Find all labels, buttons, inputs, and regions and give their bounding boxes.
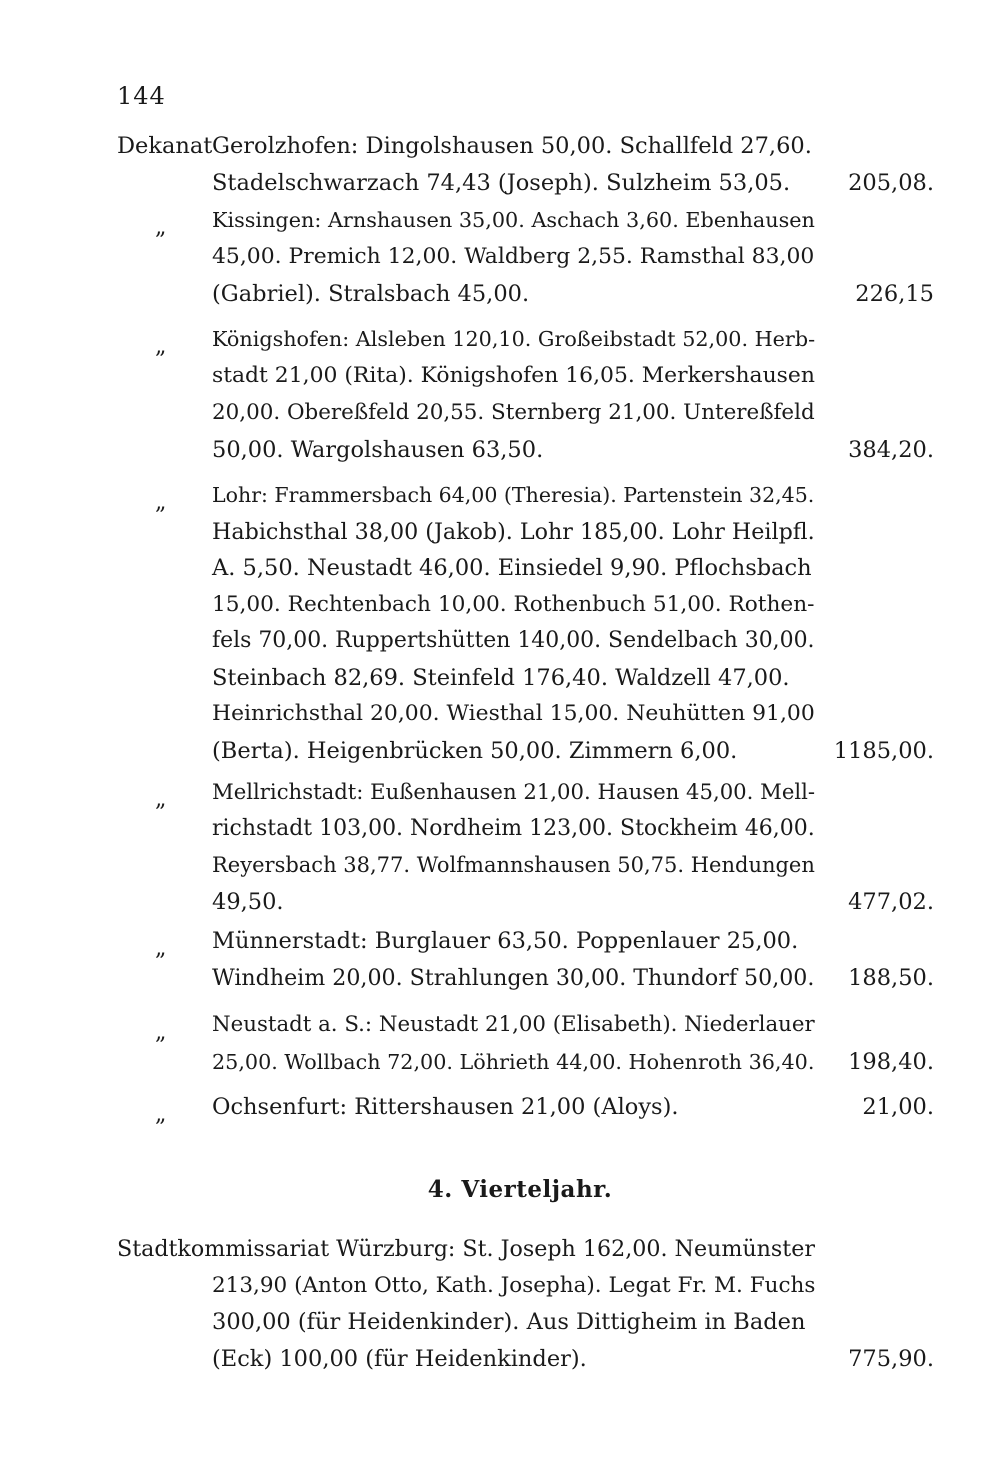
entry-line: 45,00. Premich 12,00. Waldberg 2,55. Ramsthal 83,00 [212,244,815,269]
dekanat-prefix: Dekanat [117,133,213,159]
entry-line: (Berta). Heigenbrücken 50,00. Zimmern 6,00. [212,738,738,764]
entry-line: 20,00. Obereßfeld 20,55. Sternberg 21,00. Untereßfeld [212,400,815,425]
entry-line: 25,00. Wollbach 72,00. Löhrieth 44,00. Hohenroth 36,40. [212,1050,815,1074]
entry-total: 384,20. [848,437,934,463]
entry-line: Reyersbach 38,77. Wolfmannshausen 50,75. Hendungen [212,853,815,877]
ditto-mark: „ [155,334,167,359]
entry-line: Neustadt a. S.: Neustadt 21,00 (Elisabeth). Niederlauer [212,1012,815,1037]
entry-total: 775,90. [848,1346,934,1372]
entry-total: 188,50. [848,965,934,991]
entry-line: Ochsenfurt: Rittershausen 21,00 (Aloys). [212,1094,679,1120]
entry-total: 205,08. [848,170,934,196]
entry-total: 21,00. [862,1094,934,1120]
entry-line: A. 5,50. Neustadt 46,00. Einsiedel 9,90. Pflochsbach [212,555,812,581]
ditto-mark: „ [155,490,167,515]
entry-line: Stadtkommissariat Würzburg: St. Joseph 162,00. Neumünster [117,1236,815,1262]
entry-line: stadt 21,00 (Rita). Königshofen 16,05. Merkershausen [212,363,815,388]
entry-line: Königshofen: Alsleben 120,10. Großeibstadt 52,00. Herb- [212,327,816,351]
ditto-mark: „ [155,215,167,240]
entry-line: Kissingen: Arnshausen 35,00. Aschach 3,60. Ebenhausen [212,208,815,232]
ditto-mark: „ [155,787,167,812]
entry-line: Heinrichsthal 20,00. Wiesthal 15,00. Neuhütten 91,00 [212,701,815,726]
entry-line: Windheim 20,00. Strahlungen 30,00. Thundorf 50,00. [212,965,815,991]
section-heading: 4. Vierteljahr. [427,1176,613,1203]
entry-total: 226,15 [855,281,934,307]
entry-line: (Eck) 100,00 (für Heidenkinder). [212,1346,587,1372]
entry-line: richstadt 103,00. Nordheim 123,00. Stockheim 46,00. [212,816,815,841]
page-number: 144 [117,82,166,110]
entry-line: 50,00. Wargolshausen 63,50. [212,437,544,463]
ditto-mark: „ [155,936,167,961]
entry-line: Stadelschwarzach 74,43 (Joseph). Sulzheim 53,05. [212,170,791,196]
entry-total: 1185,00. [833,738,934,764]
entry-line: 15,00. Rechtenbach 10,00. Rothenbuch 51,00. Rothen- [212,592,815,617]
entry-line: 49,50. [212,889,284,915]
entry-line: Habichsthal 38,00 (Jakob). Lohr 185,00. Lohr Heilpfl. [212,519,815,545]
entry-line: Steinbach 82,69. Steinfeld 176,40. Waldzell 47,00. [212,665,790,691]
entry-line: (Gabriel). Stralsbach 45,00. [212,281,530,307]
entry-line: 300,00 (für Heidenkinder). Aus Dittigheim in Baden [212,1309,806,1335]
entry-line: 213,90 (Anton Otto, Kath. Josepha). Legat Fr. M. Fuchs [212,1273,816,1298]
entry-line: Mellrichstadt: Eußenhausen 21,00. Hausen 45,00. Mell- [212,779,816,804]
entry-line: fels 70,00. Ruppertshütten 140,00. Sendelbach 30,00. [212,628,815,653]
entry-total: 477,02. [848,889,934,915]
entry-line: Münnerstadt: Burglauer 63,50. Poppenlauer 25,00. [212,928,799,954]
entry-line: Lohr: Frammersbach 64,00 (Theresia). Partenstein 32,45. [212,483,815,507]
entry-total: 198,40. [848,1049,934,1075]
ditto-mark: „ [155,1102,167,1127]
entry-line: Gerolzhofen: Dingolshausen 50,00. Schallfeld 27,60. [212,133,812,159]
ditto-mark: „ [155,1020,167,1045]
